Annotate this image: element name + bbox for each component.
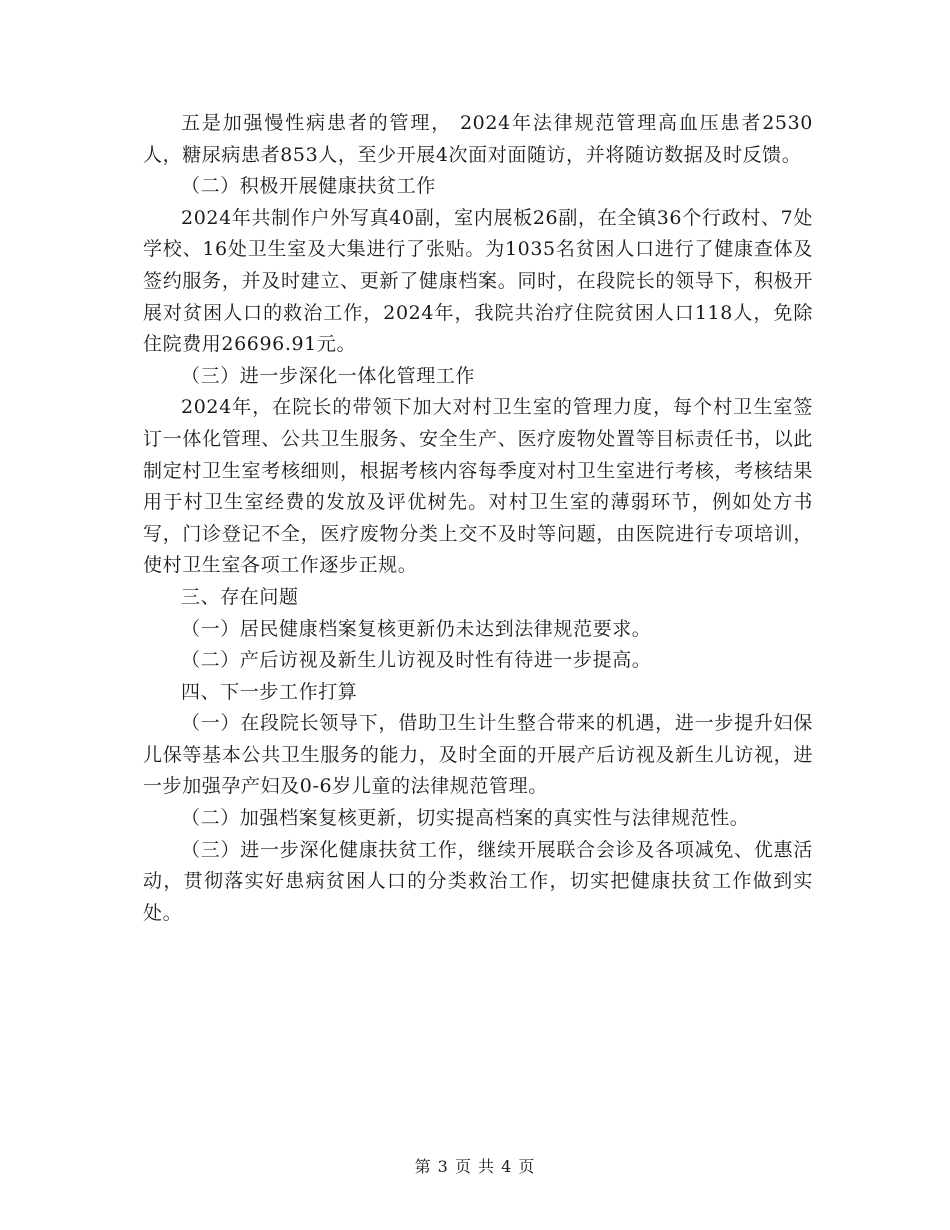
heading-integration: （三）进一步深化一体化管理工作 xyxy=(181,364,476,387)
heading-health-poverty: （二）积极开展健康扶贫工作 xyxy=(181,175,436,198)
problem-item-2: （二）产后访视及新生儿访视及时性有待进一步提高。 xyxy=(181,649,652,672)
heading-problems: 三、存在问题 xyxy=(181,585,299,608)
next-step-item-3: （三）进一步深化健康扶贫工作，继续开展联合会诊及各项减免、优惠活动，贯彻落实好患病贫困人口的分类救治工作，切实把健康扶贫工作做到实处。 xyxy=(143,838,813,924)
paragraph-integration: 2024年，在院长的带领下加大对村卫生室的管理力度，每个村卫生室签订一体化管理、公共卫生服务、安全生产、医疗废物处置等目标责任书，以此制定村卫生室考核细则，根据考核内容每季度对村卫生室进行考核，考核结果用于村卫生室经费的发放及评优树先。对村卫生室的薄弱环节，例如处方书写，门诊登记不全，医疗废物分类上交不及时等问题，由医院进行专项培训，使村卫生室各项工作逐步正规。 xyxy=(143,396,813,577)
next-step-item-1: （一）在段院长领导下，借助卫生计生整合带来的机遇，进一步提升妇保儿保等基本公共卫生服务的能力，及时全面的开展产后访视及新生儿访视，进一步加强孕产妇及0-6岁儿童的法律规范管理。 xyxy=(143,712,813,798)
page-footer: 第 3 页 共 4 页 xyxy=(414,1157,536,1176)
document-body xyxy=(143,108,813,929)
next-step-item-2: （二）加强档案复核更新，切实提高档案的真实性与法律规范性。 xyxy=(181,807,750,830)
problem-item-1: （一）居民健康档案复核更新仍未达到法律规范要求。 xyxy=(181,617,652,640)
paragraph-health-poverty: 2024年共制作户外写真40副，室内展板26副，在全镇36个行政村、7处学校、16处卫生室及大集进行了张贴。为1035名贫困人口进行了健康查体及签约服务，并及时建立、更新了健康档案。同时，在段院长的领导下，积极开展对贫困人口的救治工作，2024年，我院共治疗住院贫困人口118人，免除住院费用26696.91元。 xyxy=(143,206,813,356)
heading-next-steps: 四、下一步工作打算 xyxy=(181,680,358,703)
paragraph-chronic-disease: 五是加强慢性病患者的管理， 2024年法律规范管理高血压患者2530人，糖尿病患者853人，至少开展4次面对面随访，并将随访数据及时反馈。 xyxy=(143,112,813,166)
